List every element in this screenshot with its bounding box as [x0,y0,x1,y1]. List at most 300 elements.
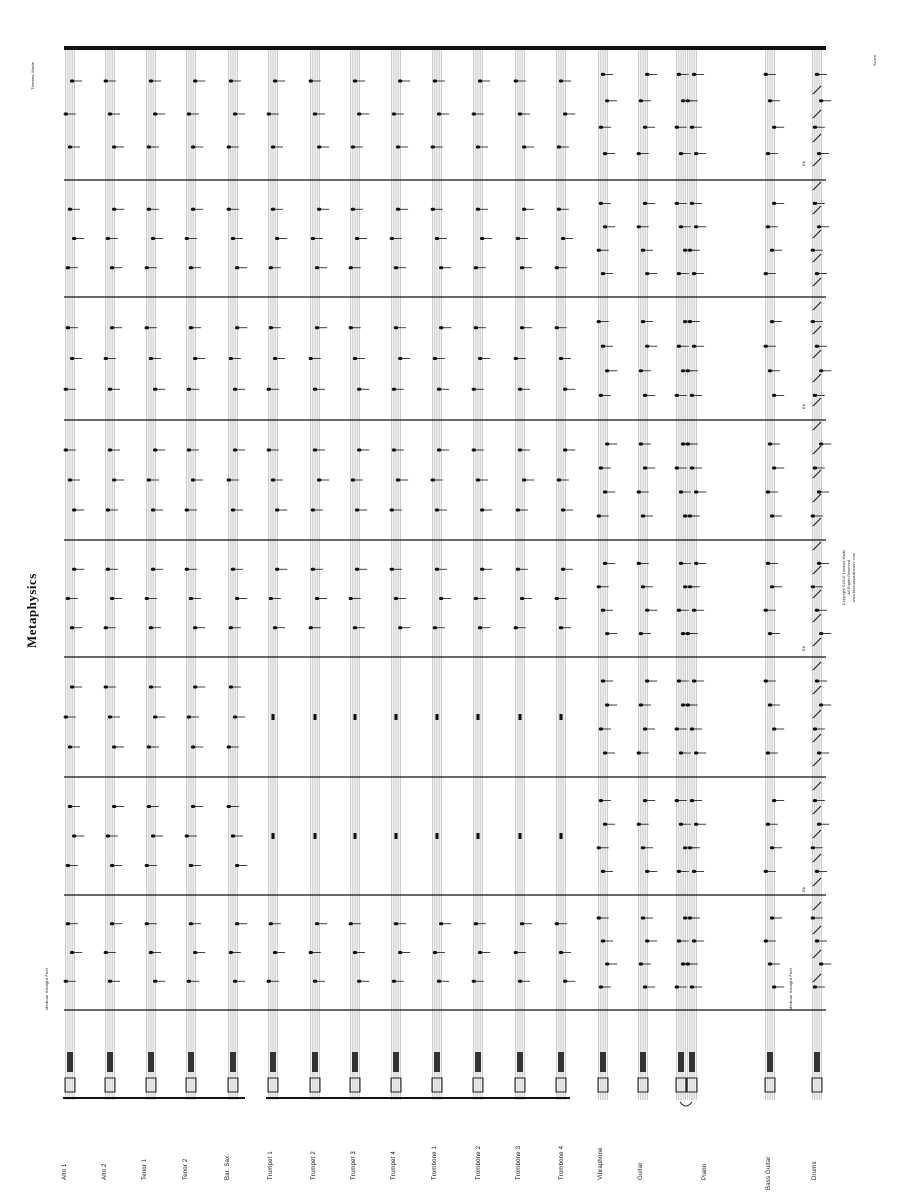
note-head [315,266,319,269]
note-head [694,152,698,155]
note-head [637,490,641,493]
note-head [813,727,817,730]
note-head [813,126,817,129]
note-head [110,922,114,925]
rest-mark [395,714,398,720]
note-head [683,320,687,323]
note-head [637,225,641,228]
note-head [311,237,315,240]
key-signature [312,1052,318,1072]
note-head [147,478,151,481]
note-head [764,73,768,76]
note-head [601,870,605,873]
note-head [766,490,770,493]
note-head [692,679,696,682]
note-head [68,745,72,748]
rest-mark [519,833,522,839]
tempo-marking-rhythm: Medium Straight Feel [788,967,793,1010]
note-head [104,357,108,360]
note-head [66,326,70,329]
note-head [520,326,524,329]
note-head [231,568,235,571]
note-head [191,145,195,148]
note-head [185,508,189,511]
note-head [815,870,819,873]
note-head [72,508,76,511]
note-head [599,202,603,205]
note-head [480,508,484,511]
rest-mark [314,714,317,720]
note-head [147,208,151,211]
note-head [267,448,271,451]
note-head [106,568,110,571]
note-head [474,597,478,600]
note-head [679,152,683,155]
note-head [149,357,153,360]
instrument-label-trombone-3: Trombone 3 [516,1145,522,1180]
note-head [151,834,155,837]
note-head [267,112,271,115]
note-head [104,626,108,629]
note-head [643,394,647,397]
note-head [476,145,480,148]
note-head [557,478,561,481]
note-head [811,916,815,919]
note-head [309,951,313,954]
note-head [153,112,157,115]
note-head [599,799,603,802]
key-signature [188,1052,194,1072]
note-head [683,846,687,849]
note-head [229,626,233,629]
note-head [357,112,361,115]
note-head [645,609,649,612]
rest-mark [354,714,357,720]
note-head [677,272,681,275]
note-head [690,985,694,988]
note-head [112,745,116,748]
note-head [439,266,443,269]
note-head [72,834,76,837]
note-head [559,357,563,360]
note-head [563,980,567,983]
composer-label: Thomas Wade [30,61,35,90]
note-head [189,922,193,925]
key-signature [558,1052,564,1072]
note-head [688,846,692,849]
note-head [819,632,823,635]
rest-mark [560,714,563,720]
note-head [520,922,524,925]
note-head [64,715,68,718]
note-head [766,225,770,228]
note-head [675,799,679,802]
note-head [435,508,439,511]
note-head [193,357,197,360]
instrument-label-piano: Piano [702,1163,708,1180]
note-head [772,202,776,205]
note-head [227,478,231,481]
key-signature [230,1052,236,1072]
note-head [681,632,685,635]
note-head [772,126,776,129]
note-head [437,388,441,391]
note-head [110,864,114,867]
note-head [439,326,443,329]
note-head [555,266,559,269]
note-head [516,237,520,240]
note-head [641,320,645,323]
note-head [478,357,482,360]
note-head [603,225,607,228]
note-head [193,79,197,82]
note-head [394,922,398,925]
note-head [231,508,235,511]
instrument-label-guitar: Guitar [638,1162,644,1180]
note-head [189,864,193,867]
note-head [478,79,482,82]
note-head [315,326,319,329]
note-head [104,79,108,82]
key-signature [107,1052,113,1072]
note-head [273,79,277,82]
key-signature [475,1052,481,1072]
instrument-label-trumpet-4: Trumpet 4 [391,1151,397,1180]
note-head [643,202,647,205]
instrument-label-trombone-1: Trombone 1 [432,1145,438,1180]
note-head [235,266,239,269]
note-head [191,805,195,808]
note-head [313,448,317,451]
note-head [478,951,482,954]
note-head [357,388,361,391]
page-number: Score [872,54,877,66]
instrument-label-alto-1: Alto 1 [62,1163,68,1180]
note-head [472,448,476,451]
note-head [764,679,768,682]
note-head [106,237,110,240]
note-head [311,568,315,571]
score-title: Metaphysics [24,573,39,648]
note-head [677,609,681,612]
note-head [185,568,189,571]
note-head [518,388,522,391]
note-head [435,237,439,240]
chord-symbol: Eb [801,645,806,651]
note-head [694,225,698,228]
note-head [271,208,275,211]
note-head [64,980,68,983]
note-head [641,585,645,588]
note-head [690,727,694,730]
note-head [603,490,607,493]
note-head [597,514,601,517]
note-head [599,466,603,469]
rest-mark [314,833,317,839]
note-head [677,679,681,682]
note-head [637,152,641,155]
note-head [772,466,776,469]
note-head [690,394,694,397]
note-head [70,951,74,954]
note-head [692,73,696,76]
note-head [643,985,647,988]
note-head [692,870,696,873]
key-signature [393,1052,399,1072]
note-head [185,834,189,837]
note-head [394,326,398,329]
note-head [275,568,279,571]
note-head [431,145,435,148]
note-head [66,864,70,867]
note-head [597,320,601,323]
note-head [439,597,443,600]
note-head [690,466,694,469]
instrument-label-vibraphone: Vibraphone [598,1147,604,1180]
note-head [476,208,480,211]
note-head [770,916,774,919]
note-head [149,685,153,688]
note-head [639,442,643,445]
note-head [478,626,482,629]
note-head [557,208,561,211]
key-signature [67,1052,73,1072]
note-head [353,357,357,360]
note-head [522,145,526,148]
note-head [227,145,231,148]
instrument-label-trombone-4: Trombone 4 [559,1145,565,1180]
note-head [235,864,239,867]
note-head [690,202,694,205]
note-head [153,715,157,718]
note-head [520,266,524,269]
note-head [641,514,645,517]
note-head [66,597,70,600]
note-head [151,568,155,571]
note-head [677,870,681,873]
note-head [679,225,683,228]
note-head [813,985,817,988]
note-head [681,369,685,372]
note-head [561,568,565,571]
note-head [390,508,394,511]
note-head [104,951,108,954]
note-head [480,568,484,571]
note-head [692,272,696,275]
note-head [605,369,609,372]
note-head [149,626,153,629]
note-head [766,751,770,754]
note-head [317,145,321,148]
note-head [768,703,772,706]
rest-mark [395,833,398,839]
key-signature [689,1052,695,1072]
note-head [437,980,441,983]
note-head [686,632,690,635]
note-head [147,745,151,748]
note-head [813,394,817,397]
note-head [563,388,567,391]
note-head [770,585,774,588]
note-head [233,388,237,391]
note-head [355,568,359,571]
note-head [480,237,484,240]
credit-line: www.thomaswademusic.com [852,552,856,603]
note-head [349,326,353,329]
note-head [764,939,768,942]
note-head [559,79,563,82]
note-head [692,939,696,942]
note-head [112,208,116,211]
note-head [187,112,191,115]
note-head [472,980,476,983]
note-head [692,345,696,348]
note-head [68,145,72,148]
note-head [559,626,563,629]
note-head [351,208,355,211]
note-head [694,562,698,565]
note-head [235,922,239,925]
note-head [355,237,359,240]
note-head [227,745,231,748]
note-head [233,980,237,983]
note-head [269,266,273,269]
note-head [229,79,233,82]
instrument-label-tenor-2: Tenor 2 [183,1158,189,1180]
note-head [355,508,359,511]
note-head [639,703,643,706]
note-head [601,679,605,682]
note-head [679,562,683,565]
note-head [597,846,601,849]
note-head [555,597,559,600]
note-head [351,145,355,148]
note-head [679,823,683,826]
note-head [817,490,821,493]
note-head [817,152,821,155]
note-head [675,727,679,730]
note-head [431,208,435,211]
note-head [271,145,275,148]
note-head [520,597,524,600]
note-head [688,249,692,252]
note-head [518,448,522,451]
note-head [229,685,233,688]
note-head [149,951,153,954]
note-head [811,585,815,588]
note-head [601,609,605,612]
note-head [559,951,563,954]
note-head [353,626,357,629]
note-head [187,715,191,718]
key-signature [678,1052,684,1072]
note-head [431,478,435,481]
note-head [522,478,526,481]
note-head [688,514,692,517]
note-head [514,951,518,954]
note-head [227,805,231,808]
note-head [70,626,74,629]
note-head [811,249,815,252]
key-signature [352,1052,358,1072]
note-head [690,126,694,129]
rest-mark [519,714,522,720]
note-head [811,846,815,849]
note-head [597,916,601,919]
note-head [815,73,819,76]
rest-mark [272,833,275,839]
note-head [639,632,643,635]
note-head [398,626,402,629]
note-head [353,79,357,82]
note-head [151,508,155,511]
note-head [317,208,321,211]
copyright-credits [842,550,857,605]
note-head [764,870,768,873]
note-head [193,685,197,688]
rest-mark [477,714,480,720]
note-head [686,369,690,372]
note-head [518,112,522,115]
note-head [392,980,396,983]
note-head [603,562,607,565]
note-head [64,388,68,391]
key-signature [270,1052,276,1072]
note-head [273,357,277,360]
note-head [349,597,353,600]
note-head [811,514,815,517]
note-head [398,951,402,954]
note-head [396,208,400,211]
piano-brace [680,1102,692,1106]
note-head [817,225,821,228]
note-head [561,508,565,511]
note-head [271,478,275,481]
note-head [766,152,770,155]
note-head [514,79,518,82]
note-head [70,79,74,82]
rest-mark [354,833,357,839]
note-head [72,237,76,240]
note-head [472,112,476,115]
note-head [357,980,361,983]
note-head [149,79,153,82]
note-head [603,751,607,754]
note-head [112,145,116,148]
note-head [677,939,681,942]
note-head [317,478,321,481]
note-head [641,916,645,919]
note-head [474,922,478,925]
note-head [227,208,231,211]
note-head [772,394,776,397]
key-signature [814,1052,820,1072]
chord-symbol: Eb [801,886,806,892]
note-head [311,508,315,511]
note-head [599,126,603,129]
note-head [605,703,609,706]
note-head [770,249,774,252]
note-head [605,632,609,635]
note-head [768,632,772,635]
note-head [108,980,112,983]
note-head [275,508,279,511]
note-head [683,249,687,252]
note-head [72,568,76,571]
note-head [235,326,239,329]
note-head [768,369,772,372]
instrument-label-tenor-1: Tenor 1 [142,1158,148,1180]
